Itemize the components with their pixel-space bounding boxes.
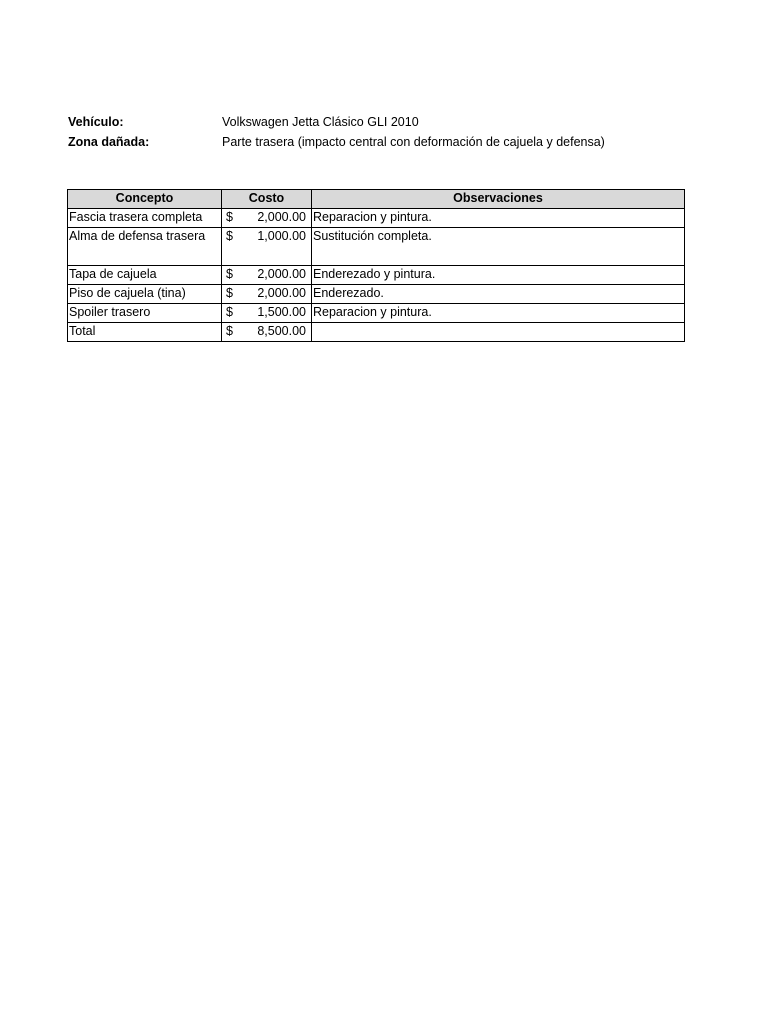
total-cost-value: 8,500.00 xyxy=(257,324,306,338)
currency-symbol: $ xyxy=(226,286,233,300)
header-observaciones: Observaciones xyxy=(312,190,685,209)
currency-symbol: $ xyxy=(226,229,233,243)
cell-observaciones: Sustitución completa. xyxy=(312,228,685,266)
cell-concepto: Fascia trasera completa xyxy=(68,209,222,228)
currency-symbol: $ xyxy=(226,210,233,224)
cell-observaciones: Reparacion y pintura. xyxy=(312,209,685,228)
table-row xyxy=(68,228,685,266)
table-row xyxy=(68,285,685,304)
currency-symbol: $ xyxy=(226,324,233,338)
cell-costo xyxy=(222,266,312,285)
cost-value: 2,000.00 xyxy=(257,267,306,281)
table-row xyxy=(68,304,685,323)
damage-zone-label: Zona dañada: xyxy=(68,135,150,149)
damage-zone-row xyxy=(68,132,605,152)
cell-concepto: Spoiler trasero xyxy=(68,304,222,323)
currency-symbol: $ xyxy=(226,267,233,281)
cost-value: 2,000.00 xyxy=(257,286,306,300)
vehicle-row xyxy=(68,112,605,132)
vehicle-value: Volkswagen Jetta Clásico GLI 2010 xyxy=(222,115,419,129)
total-row xyxy=(68,323,685,342)
cell-observaciones: Reparacion y pintura. xyxy=(312,304,685,323)
total-observaciones xyxy=(312,323,685,342)
cost-value: 1,000.00 xyxy=(257,229,306,243)
currency-symbol: $ xyxy=(226,305,233,319)
cell-costo xyxy=(222,304,312,323)
table-header-row xyxy=(68,190,685,209)
damage-zone-value: Parte trasera (impacto central con deformación de cajuela y defensa) xyxy=(222,135,605,149)
table-row xyxy=(68,209,685,228)
cell-observaciones: Enderezado y pintura. xyxy=(312,266,685,285)
vehicle-label: Vehículo: xyxy=(68,115,124,129)
header-costo: Costo xyxy=(222,190,312,209)
total-cost-cell xyxy=(222,323,312,342)
cell-concepto: Piso de cajuela (tina) xyxy=(68,285,222,304)
cell-concepto: Tapa de cajuela xyxy=(68,266,222,285)
cost-value: 2,000.00 xyxy=(257,210,306,224)
header-concepto: Concepto xyxy=(68,190,222,209)
cell-costo xyxy=(222,228,312,266)
vehicle-info xyxy=(68,112,605,152)
cost-value: 1,500.00 xyxy=(257,305,306,319)
table-row xyxy=(68,266,685,285)
cell-costo xyxy=(222,285,312,304)
total-label: Total xyxy=(68,323,222,342)
cell-costo xyxy=(222,209,312,228)
estimate-table xyxy=(67,189,685,342)
cell-concepto: Alma de defensa trasera xyxy=(68,228,222,266)
cell-observaciones: Enderezado. xyxy=(312,285,685,304)
